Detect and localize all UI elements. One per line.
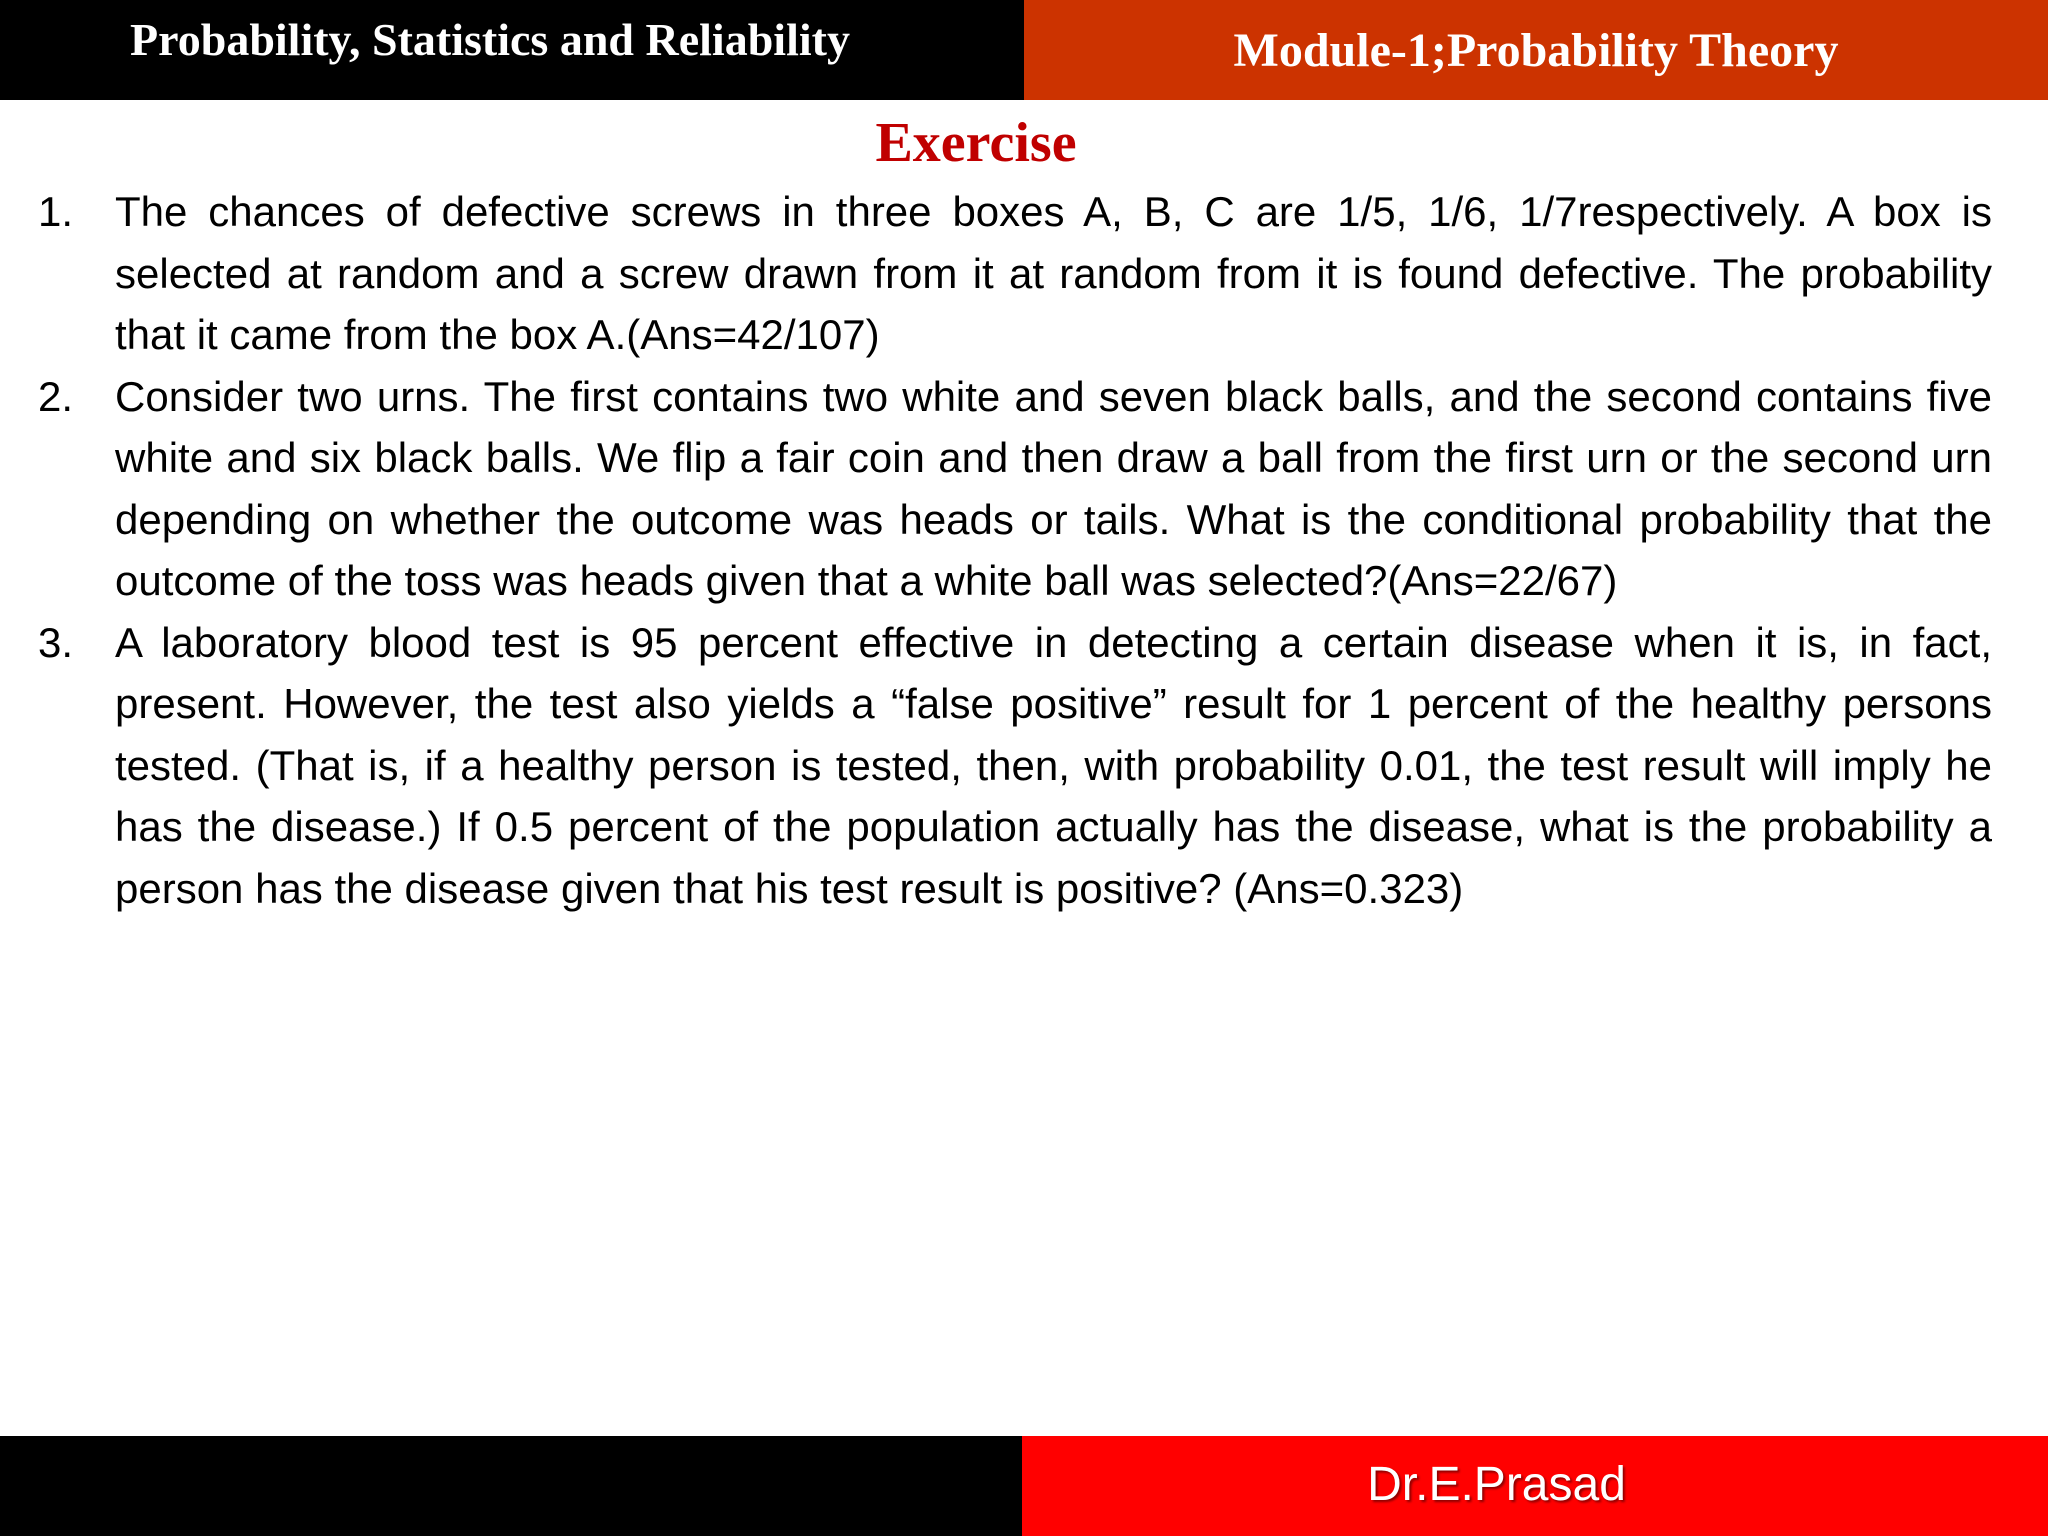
exercise-list: [0, 181, 2048, 919]
header-left-panel: [0, 0, 1024, 100]
course-title: Probability, Statistics and Reliability: [130, 14, 850, 65]
exercise-item-1: [0, 181, 2048, 366]
exercise-text: A laboratory blood test is 95 percent effective in detecting a certain disease when it is, in fact, present. However, the test also yields a “false positive” result for 1 percent of the healthy persons tested. (That is, if a healthy person is tested, then, with probability 0.01, the test result will imply he has the disease.) If 0.5 percent of the population actually has the disease, what is the probability a person has the disease given that his test result is positive? (Ans=0.323): [115, 618, 1992, 912]
footer-right-panel: [1022, 1436, 2048, 1536]
exercise-item-2: [0, 366, 2048, 612]
slide-heading: Exercise: [875, 112, 1077, 174]
exercise-number: 1.: [38, 188, 74, 235]
exercise-number: 3.: [38, 618, 74, 666]
exercise-item-3: [0, 612, 2048, 920]
slide-header: [0, 0, 2048, 100]
header-right-panel: [1024, 0, 2048, 100]
footer-left-panel: [0, 1436, 1022, 1536]
module-title: Module-1;Probability Theory: [1233, 24, 1839, 77]
exercise-text: Consider two urns. The first contains two white and seven black balls, and the second contains five white and six black balls. We flip a fair coin and then draw a ball from the first urn or the second urn depending on whether the outcome was heads or tails. What is the conditional probability that the outcome of the toss was heads given that a white ball was selected?(Ans=22/67): [115, 372, 1992, 604]
author-name: Dr.E.Prasad: [1367, 1458, 1626, 1511]
exercise-number: 2.: [38, 372, 74, 420]
exercise-text: The chances of defective screws in three boxes A, B, C are 1/5, 1/6, 1/7respectively. A box is selected at random and a screw drawn from it at random from it is found defective. The probability that it came from the box A.(Ans=42/107): [115, 188, 1992, 358]
